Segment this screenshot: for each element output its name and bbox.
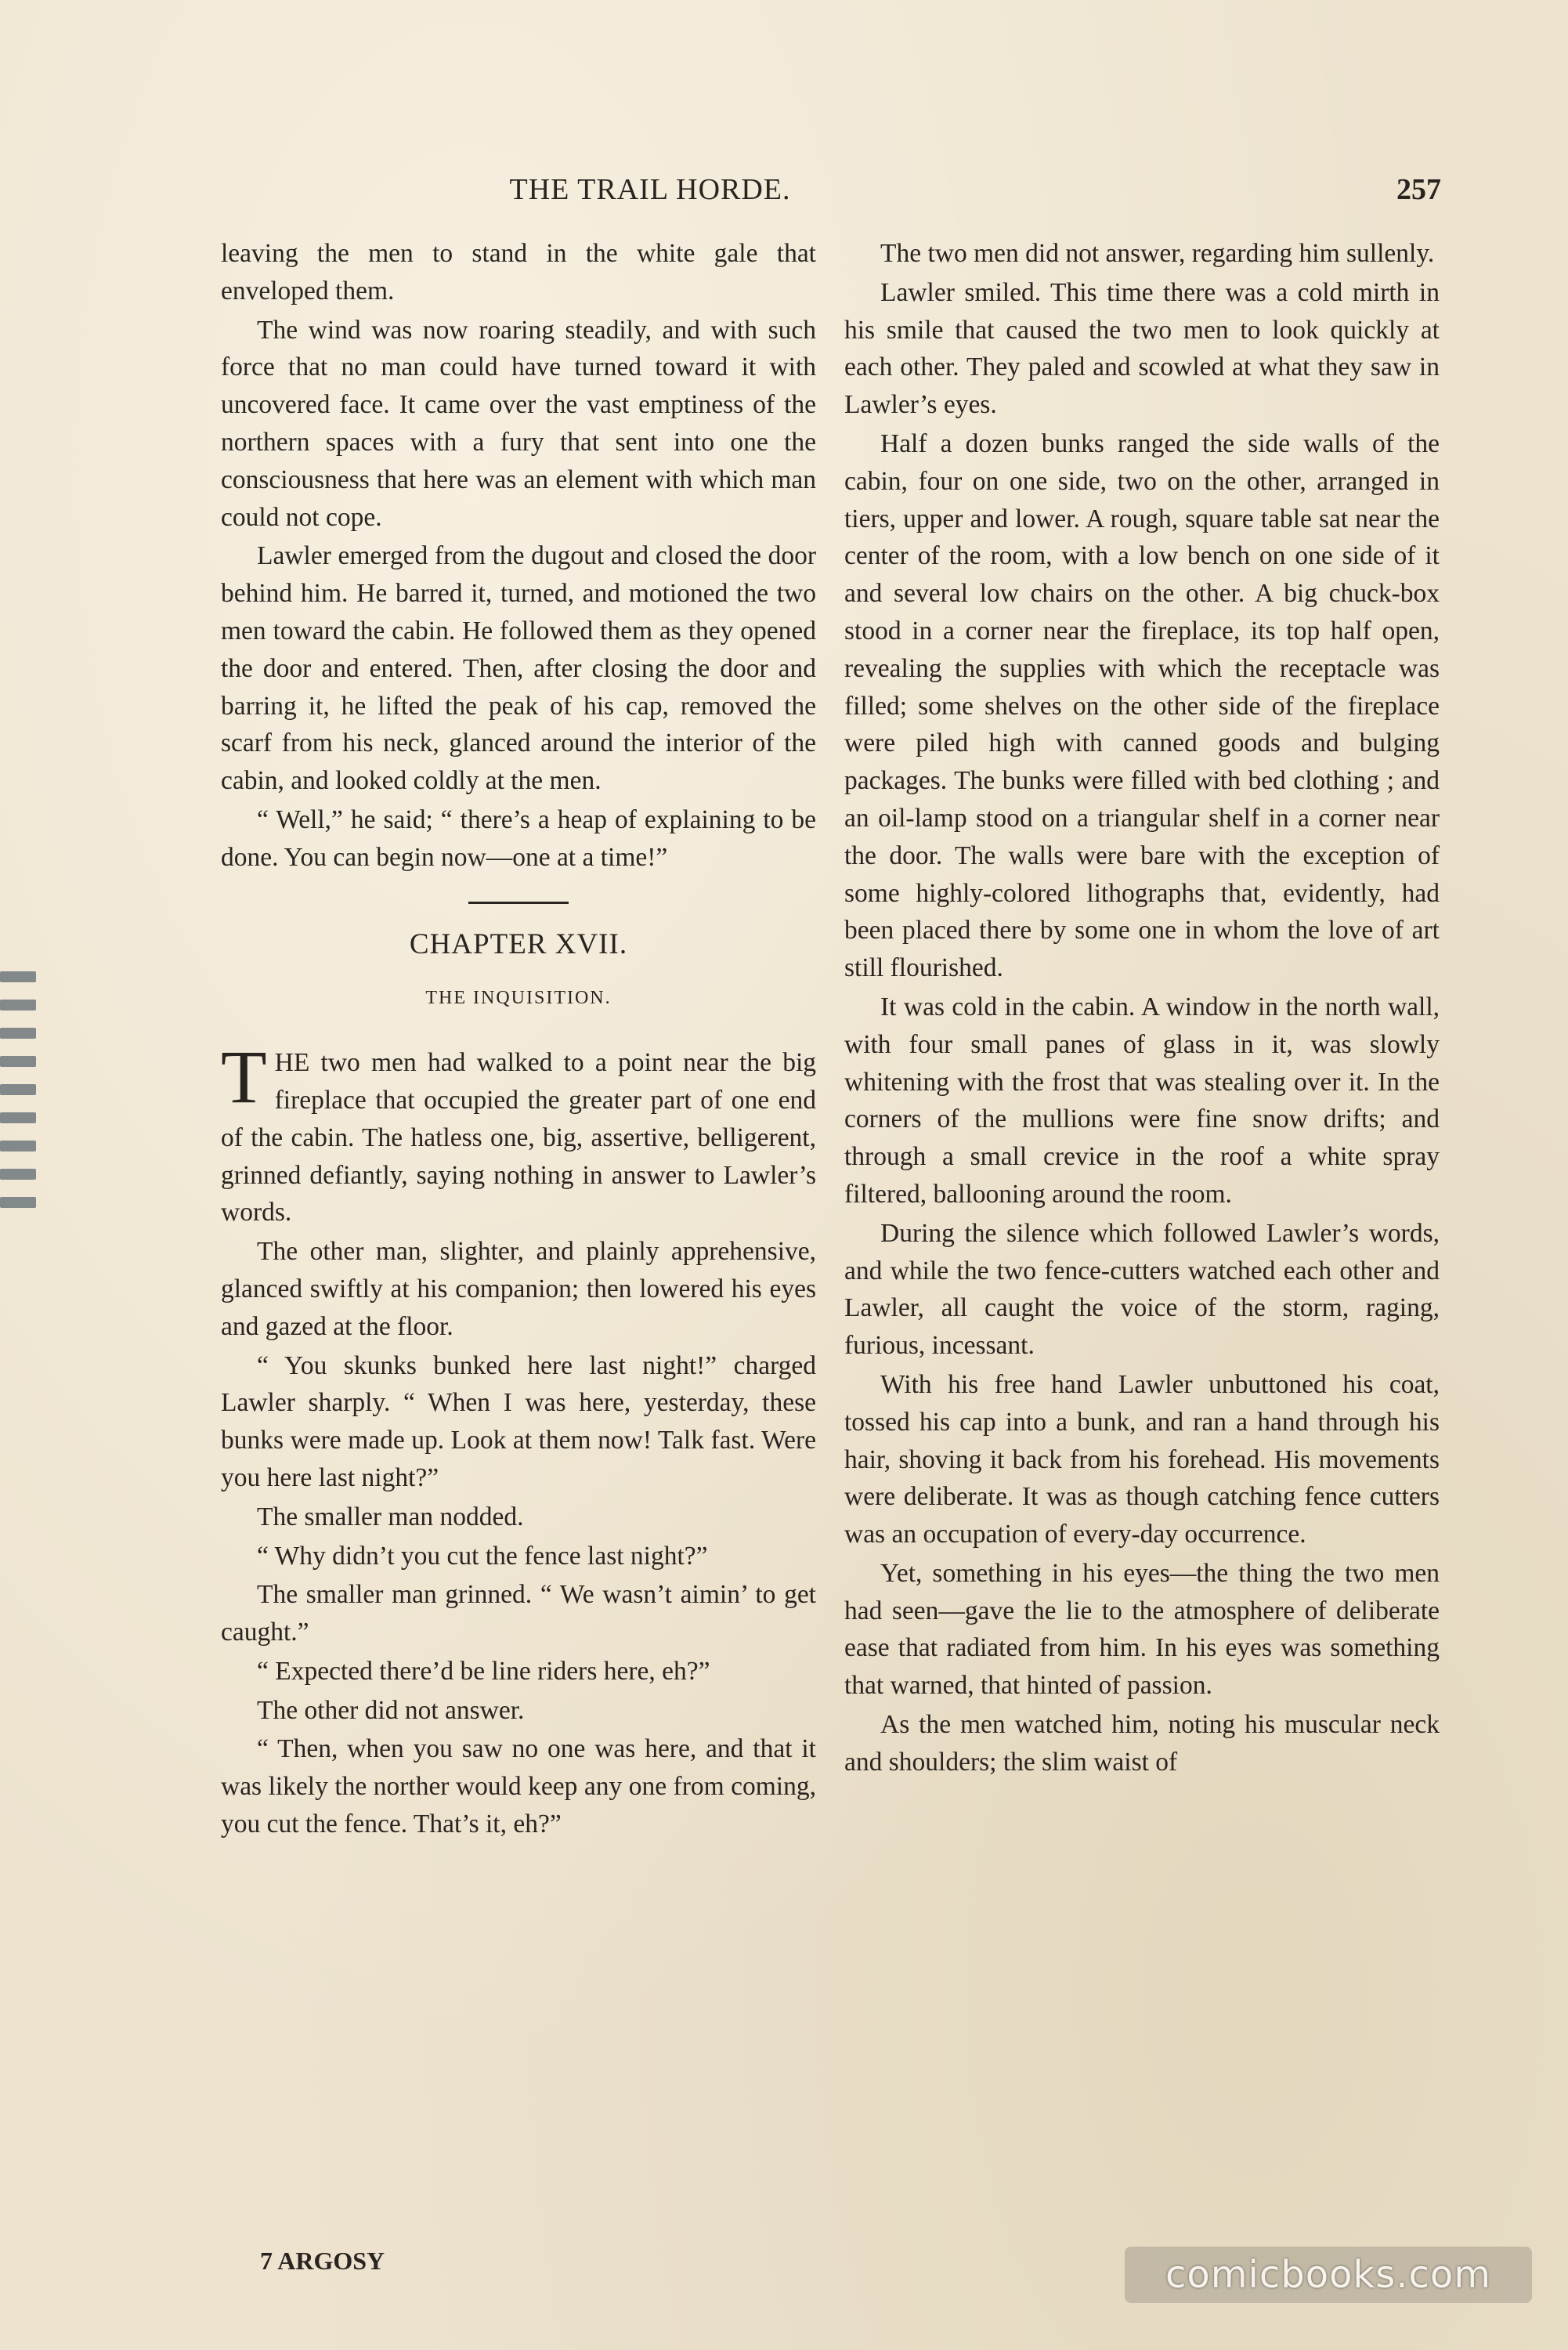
paragraph: The other man, slighter, and plainly apprehensive, glanced swiftly at his companion; then lowered his eyes and gazed at the floor. bbox=[221, 1237, 816, 1341]
source-watermark: comicbooks.com bbox=[1125, 2247, 1532, 2303]
chapter-opening-paragraph bbox=[221, 1035, 816, 1231]
paragraph: The smaller man nodded. bbox=[257, 1502, 524, 1531]
paragraph: The wind was now roaring steadily, and with such force that no man could have turned toward it with uncovered face. It came over the vast emptiness of the northern spaces with a fury that sent into one the consciousness that here was an element with which man could not cope. bbox=[221, 315, 816, 532]
signature-mark: 7 ARGOSY bbox=[260, 2247, 385, 2275]
paragraph: “ Well,” he said; “ there’s a heap of explaining to be done. You can begin now—one at a time!” bbox=[221, 804, 816, 872]
paragraph: With his free hand Lawler unbuttoned his coat, tossed his cap into a bunk, and ran a hand through his hair, shoving it back from his forehead. His movements were deliberate. It was as though catching fence cutters was an occupation of every-day occurrence. bbox=[844, 1369, 1440, 1549]
paragraph: “ Expected there’d be line riders here, eh?” bbox=[257, 1656, 710, 1686]
paragraph: Yet, something in his eyes—the thing the two men had seen—gave the lie to the atmosphere of deliberate ease that radiated from him. In his eyes was something that warned, that hinted of passion. bbox=[844, 1558, 1440, 1701]
right-column bbox=[844, 235, 1440, 1783]
paragraph: “ You skunks bunked here last night!” charged Lawler sharply. “ When I was here, yesterday, these bunks were made up. Look at them now! Talk fast. Were you here last night?” bbox=[221, 1350, 816, 1492]
paragraph: The other did not answer. bbox=[257, 1695, 525, 1725]
paragraph: It was cold in the cabin. A window in the north wall, with four small panes of glass in it, was slowly whitening with the frost that was stealing over it. In the corners of the mullions were fine snow drifts; and through a small crevice in the roof a white spray filtered, ballooning around the room. bbox=[844, 992, 1440, 1209]
paragraph: As the men watched him, noting his muscular neck and shoulders; the slim waist of bbox=[844, 1710, 1440, 1777]
binding-edge-marks bbox=[0, 971, 36, 1253]
chapter-heading: CHAPTER XVII. bbox=[409, 927, 628, 960]
page-number: 257 bbox=[1396, 173, 1441, 206]
chapter-opening-text: HE two men had walked to a point near the big fireplace that occupied the greater part of one end of the cabin. The hatless one, big, assertive, belligerent, grinned defiantly, saying nothing in answer to Lawler’s words. bbox=[221, 1048, 816, 1227]
left-column bbox=[221, 235, 816, 1845]
running-title: THE TRAIL HORDE. bbox=[509, 173, 791, 206]
paragraph: Half a dozen bunks ranged the side walls of the cabin, four on one side, two on the other, arranged in tiers, upper and lower. A rough, square table sat near the center of the room, with a low bench on one side of it and several low chairs on the other. A big chuck-box stood in a corner near the fireplace, its top half open, revealing the supplies with which the receptacle was filled; some shelves on the other side of the fireplace were piled high with canned goods and bulging packages. The bunks were filled with bed clothing ; and an oil-lamp stood on a triangular shelf in a corner near the door. The walls were bare with the exception of some highly-colored lithographs that, evidently, had been placed there by some one in whom the love of art still flourished. bbox=[844, 428, 1440, 983]
paragraph: During the silence which followed Lawler’s words, and while the two fence-cutters watched each other and Lawler, all caught the voice of the storm, raging, furious, incessant. bbox=[844, 1218, 1440, 1361]
paragraph: The smaller man grinned. “ We wasn’t aimin’ to get caught.” bbox=[221, 1580, 816, 1647]
paragraph: leaving the men to stand in the white gale that enveloped them. bbox=[221, 239, 816, 306]
paragraph: Lawler smiled. This time there was a cold mirth in his smile that caused the two men to look quickly at each other. They paled and scowled at what they saw in Lawler’s eyes. bbox=[844, 277, 1440, 420]
paragraph: “ Then, when you saw no one was here, and that it was likely the norther would keep any one from coming, you cut the fence. That’s it, eh?” bbox=[221, 1734, 816, 1839]
paragraph: “ Why didn’t you cut the fence last night?” bbox=[257, 1541, 708, 1571]
drop-cap: T bbox=[221, 1035, 267, 1119]
paragraph: The two men did not answer, regarding him sullenly. bbox=[880, 239, 1435, 268]
section-divider bbox=[468, 902, 569, 904]
paragraph: Lawler emerged from the dugout and closed the door behind him. He barred it, turned, and motioned the two men toward the cabin. He followed them as they opened the door and entered. Then, after closing the door and barring it, he lifted the peak of his cap, removed the scarf from his neck, glanced around the interior of the cabin, and looked coldly at the men. bbox=[221, 541, 816, 796]
chapter-subtitle: THE INQUISITION. bbox=[425, 988, 612, 1009]
running-head bbox=[0, 169, 1568, 216]
